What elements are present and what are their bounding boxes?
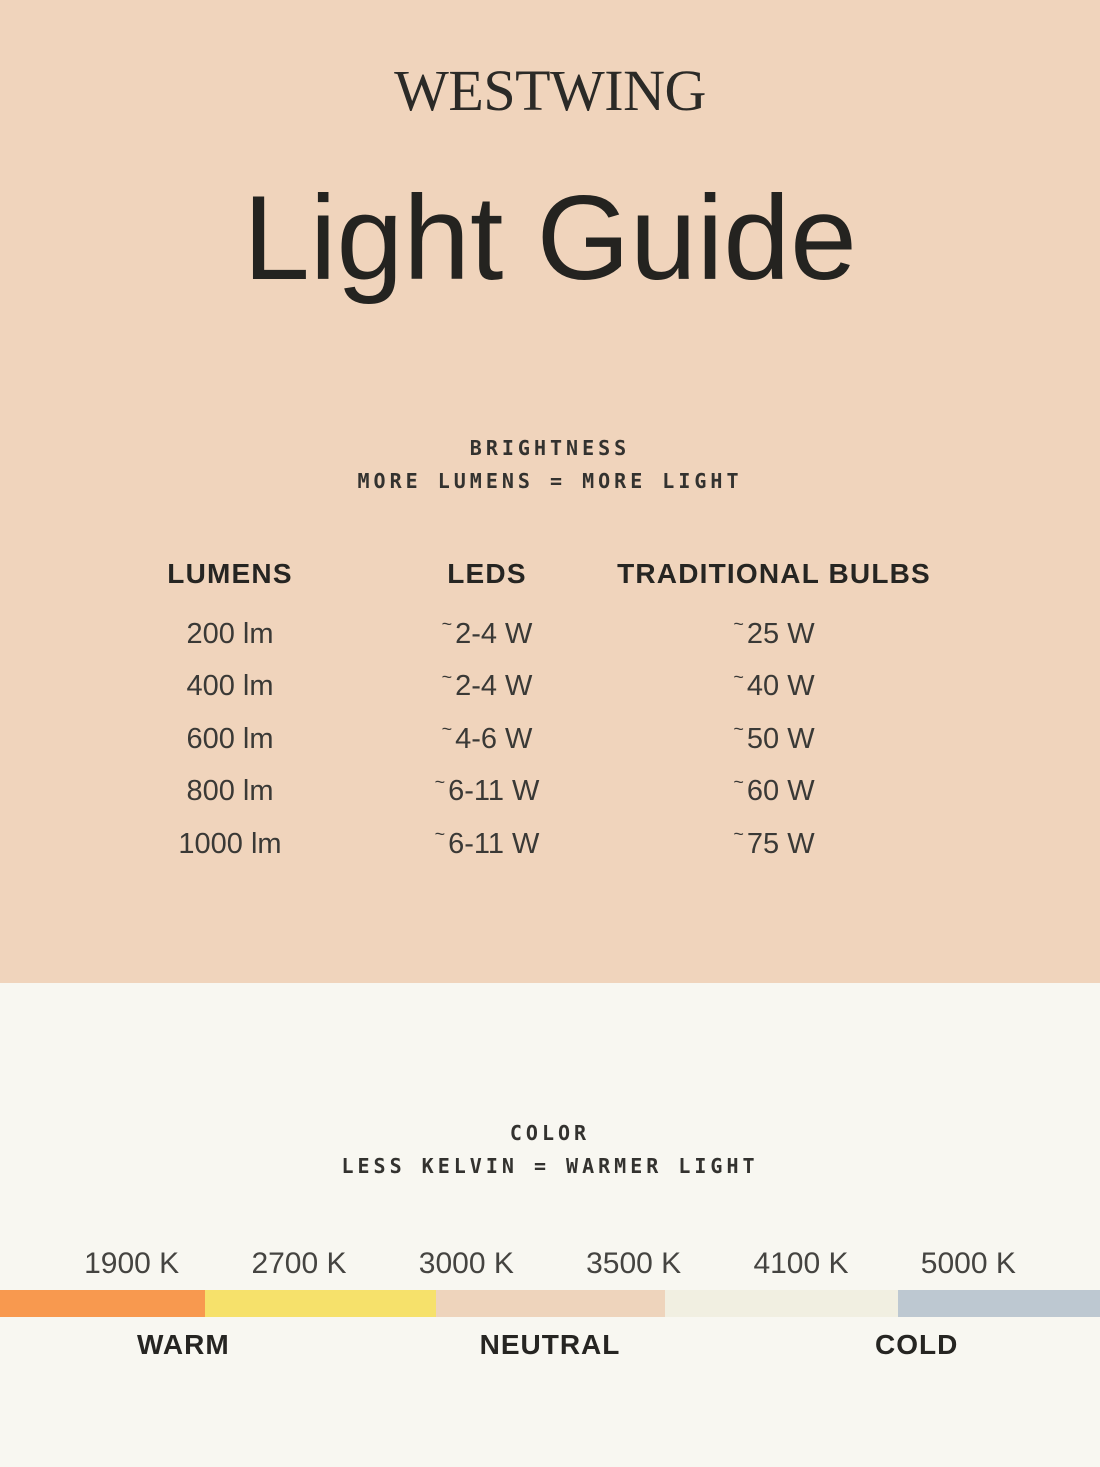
traditional-bulbs-column <box>617 560 931 871</box>
led-wattage-cell: ~ 6-11 W <box>434 824 540 860</box>
bulb-wattage-cell: ~ 60 W <box>733 771 815 808</box>
brightness-heading-block <box>0 432 1100 497</box>
kelvin-label: 1900 K <box>84 1247 180 1280</box>
lumens-column-header: LUMENS <box>167 558 293 589</box>
scale-segment-warm-yellow <box>205 1290 436 1317</box>
page-title: Light Guide <box>243 171 857 305</box>
approx-symbol: ~ <box>441 719 453 740</box>
color-section <box>0 983 1100 1467</box>
led-wattage-cell: ~ 4-6 W <box>441 719 533 755</box>
bulb-wattage-cell: ~ 75 W <box>733 824 815 860</box>
bulb-wattage-cell: ~ 50 W <box>733 719 815 755</box>
bulb-wattage-cell: ~ 40 W <box>733 666 815 703</box>
kelvin-label: 3500 K <box>586 1247 682 1280</box>
color-heading: COLOR <box>509 1121 591 1145</box>
lumens-cell: 200 lm <box>186 617 274 650</box>
kelvin-label: 2700 K <box>251 1247 347 1280</box>
temperature-label-cold: COLD <box>874 1329 959 1360</box>
led-wattage-cell: ~ 2-4 W <box>441 666 533 703</box>
brightness-table <box>0 560 1100 890</box>
color-heading-block <box>0 983 1100 1182</box>
kelvin-label: 5000 K <box>920 1247 1016 1280</box>
kelvin-scale-labels <box>0 1249 1100 1279</box>
approx-symbol: ~ <box>733 666 744 687</box>
approx-symbol: ~ <box>733 824 744 845</box>
approx-symbol: ~ <box>733 771 744 792</box>
temperature-labels <box>0 1329 1100 1361</box>
lumens-cell: 1000 lm <box>178 827 282 860</box>
brand-logo: WESTWING <box>394 58 706 123</box>
approx-symbol: ~ <box>733 614 744 635</box>
kelvin-label: 3000 K <box>418 1247 514 1280</box>
approx-symbol: ~ <box>434 824 446 845</box>
scale-segment-cold-blue <box>898 1290 1100 1317</box>
color-subheading: LESS KELVIN = WARMER LIGHT <box>341 1153 759 1178</box>
leds-column-header: LEDS <box>447 558 527 589</box>
approx-symbol: ~ <box>434 771 446 792</box>
approx-symbol: ~ <box>441 666 453 687</box>
traditional-bulbs-column-header: TRADITIONAL BULBS <box>617 558 931 589</box>
kelvin-label: 4100 K <box>753 1247 849 1280</box>
approx-symbol: ~ <box>733 719 744 740</box>
led-wattage-cell: ~ 2-4 W <box>441 614 533 650</box>
brightness-subheading: MORE LUMENS = MORE LIGHT <box>357 468 743 493</box>
temperature-label-warm: WARM <box>137 1329 230 1360</box>
lumens-cell: 400 lm <box>186 670 274 703</box>
lumens-cell: 600 lm <box>186 722 274 755</box>
lumens-cell: 800 lm <box>186 775 274 808</box>
bulb-wattage-cell: ~ 25 W <box>733 614 815 650</box>
scale-segment-warm-orange <box>0 1290 205 1317</box>
scale-segment-neutral-peach <box>436 1290 666 1317</box>
led-wattage-cell: ~ 6-11 W <box>434 771 540 808</box>
temperature-label-neutral: NEUTRAL <box>479 1329 621 1360</box>
brightness-heading: BRIGHTNESS <box>469 436 631 460</box>
scale-segment-neutral-cream <box>665 1290 897 1317</box>
lumens-column <box>167 560 292 871</box>
leds-column <box>435 560 540 871</box>
approx-symbol: ~ <box>441 614 453 635</box>
kelvin-scale-bar <box>0 1290 1100 1317</box>
